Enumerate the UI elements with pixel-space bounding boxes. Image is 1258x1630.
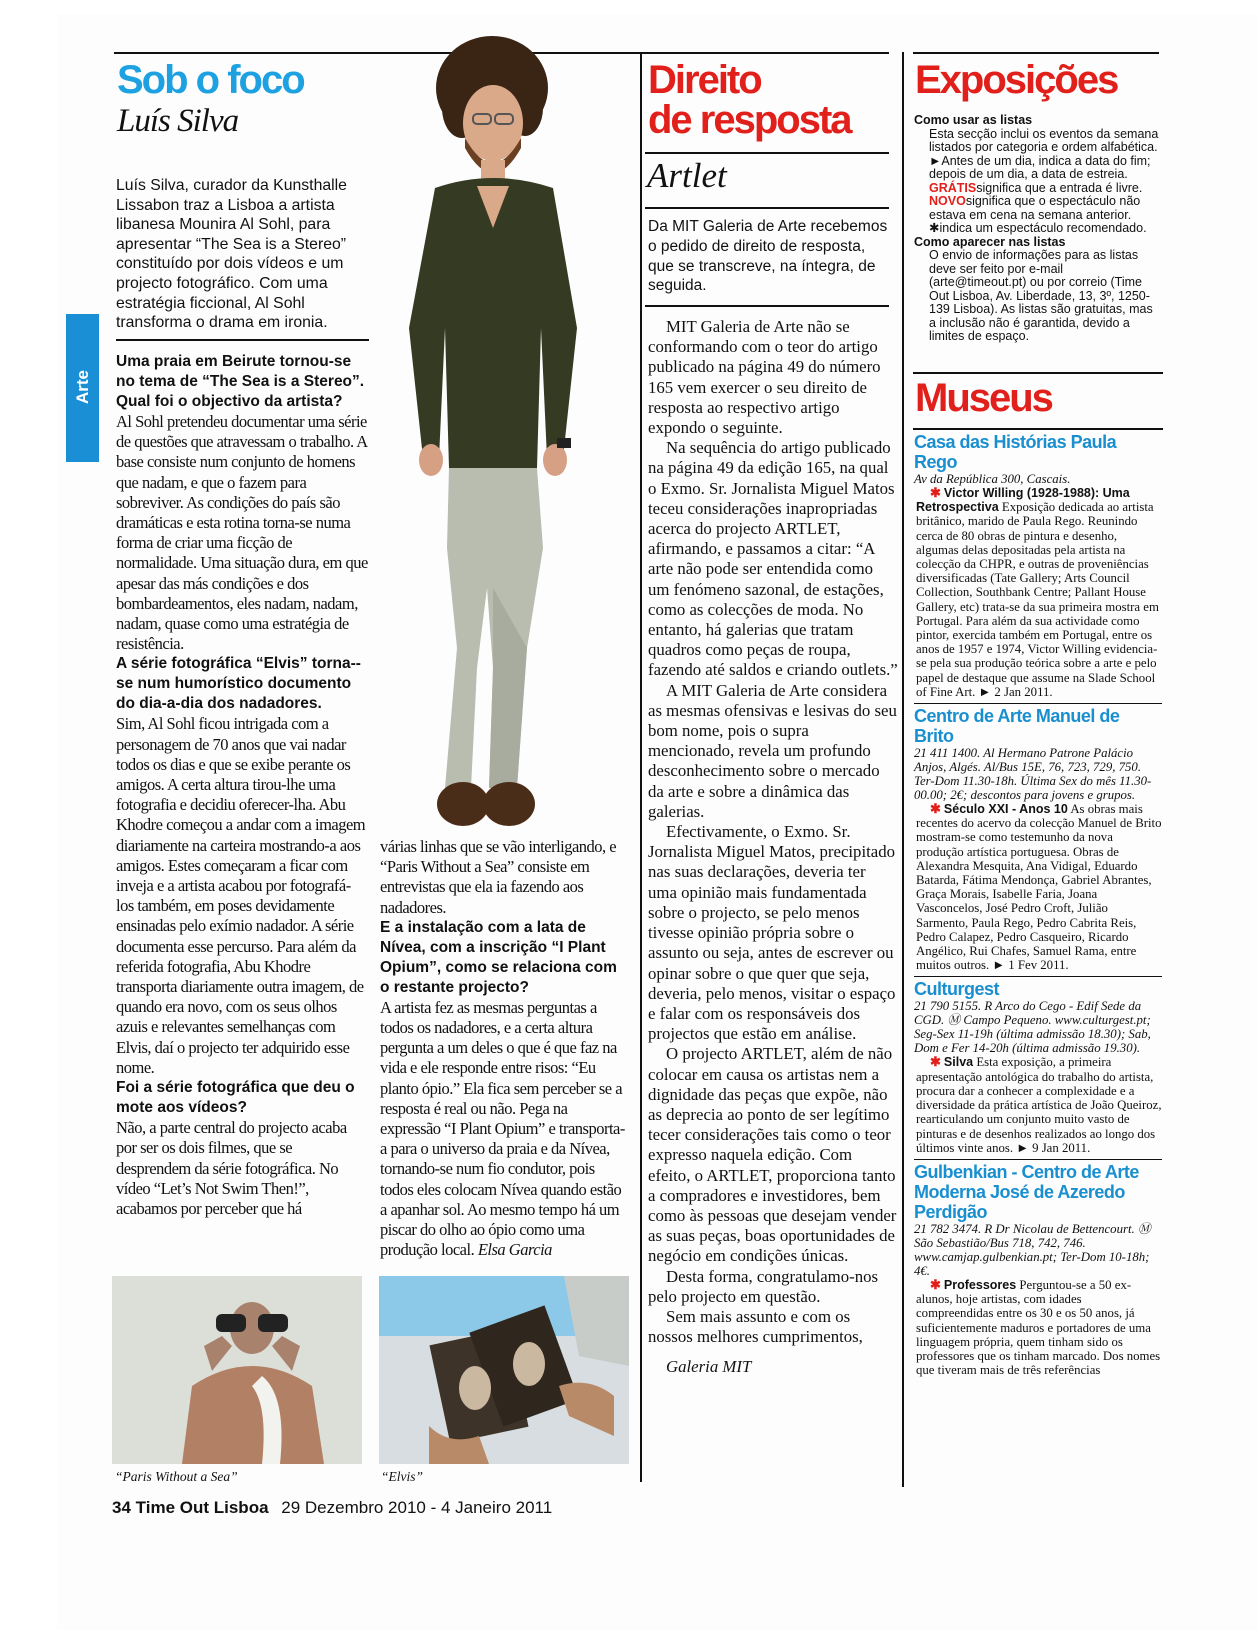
question-1: Uma praia em Beirute tornou-se no tema de “The Sea is a Stereo”. Qual foi o objectivo da artista? bbox=[116, 353, 365, 410]
middle-subtitle: Artlet bbox=[647, 156, 727, 195]
appear-heading: Como aparecer nas listas bbox=[914, 234, 1066, 249]
middle-title-2: de resposta bbox=[648, 98, 851, 142]
author-name: Elsa Garcia bbox=[477, 1240, 552, 1260]
event-title: Professores bbox=[943, 1277, 1017, 1292]
venue-3 bbox=[914, 976, 1162, 1154]
paragraph-5: O projecto ARTLET, além de não colocar em causa os artistas nem a dignidade das peças que expõe, não as deprecia ao ponto de ser legítimo tecer considerações tais como o teor expresso naquela edição. Com efeito, o ARTLET, proporciona tanto a compradores e investidores, bem como às pessoas que desejam vender as suas peças, boas oportunidades de negócio em condições únicas. bbox=[648, 1044, 897, 1266]
paragraph-7: Sem mais assunto e com os nossos melhores cumprimentos, bbox=[648, 1306, 863, 1347]
appear-body: O envio de informações para as listas deve ser feito por e-mail (arte@timeout.pt) ou por correio (Time Out Lisboa, Av. Liberdade, 13, 3º, 1250-139 Lisboa). As listas são gratuitas, mas a inclusão não é garantida, devido a limites de espaço. bbox=[929, 248, 1153, 343]
star-line: ✱indica um espectáculo recomendado. bbox=[929, 221, 1147, 235]
left-body bbox=[116, 352, 368, 1219]
gratis-text: significa que a entrada é livre. bbox=[976, 180, 1143, 195]
venue-2 bbox=[914, 703, 1162, 972]
venue-4 bbox=[914, 1159, 1162, 1377]
question-3: Foi a série fotográfica que deu o mote aos vídeos? bbox=[116, 1079, 355, 1117]
gratis-line bbox=[929, 182, 1162, 196]
middle-subtitle-rule bbox=[645, 207, 889, 209]
middle-intro-rule bbox=[645, 305, 889, 307]
event-desc: Perguntou-se a 50 ex-alunos, hoje artistas, com idades compreendidas entre os 30 e os 50 anos, já suficientemente maduros e portadores de uma linguagem própria, quem tinham sido os professores que os tinham marcado. Dos nomes que tiveram mais de três referências bbox=[916, 1277, 1161, 1378]
venue-address: Av da República 300, Cascais. bbox=[914, 472, 1071, 486]
paragraph-6: Desta forma, congratulamo-nos pelo projecto em questão. bbox=[648, 1266, 879, 1306]
event-desc: As obras mais recentes do acervo da colecção Manuel de Brito mostram-se como testemunho da nova produção artística portuguesa. Obras de Alexandra Mesquita, Ana Vidigal, Eduardo Batarda, Fátima Mendonça, Gabriel Abrantes, Graça Morais, Isabelle Faria, Joana Vasconcelos, José Pedro Croft, Julião Sarmento, Paula Rego, Pedro Cabrita Reis, Pedro Calapez, Pedro Casqueiro, Ricardo Angélico, Rui Chafes, Samuel Rama, entre muitos outros. ► 1 Fev 2011. bbox=[916, 802, 1162, 973]
recommended-star-icon: ✱ bbox=[930, 1277, 944, 1292]
venue-name: Gulbenkian - Centro de Arte Moderna José de Azeredo Perdigão bbox=[914, 1161, 1139, 1222]
venue-address: 21 782 3474. R Dr Nicolau de Bettencourt. Ⓜ São Sebastião/Bus 718, 742, 746. www.camjap.gulbenkian.pt; Ter-Dom 10-18h; 4€. bbox=[914, 1221, 1151, 1278]
left-subtitle: Luís Silva bbox=[117, 103, 239, 139]
middle-intro: Da MIT Galeria de Arte recebemos o pedido de direito de resposta, que se transcreve, na íntegra, de seguida. bbox=[648, 218, 888, 295]
event-desc: Exposição dedicada ao artista britânico, marido de Paula Rego. Reunindo cerca de 80 obras de pintura e desenho, algumas delas depositadas pela artista na colecção da CHPR, e outras de proveniências diversificadas (Tate Gallery; Arts Council Collection, Southbank Centre; Pallant House Gallery, etc) trata-se da sua primeira mostra em Portugal. Para além da sua actividade como pintor, exercida também em Portugal, entre os anos de 1957 e 1974, Victor Willing evidencia-se pela sua produção teórica sobre a arte e pelo papel de destaque que assume na Slade School of Fine Art. ► 2 Jan 2011. bbox=[916, 500, 1159, 699]
recommended-star-icon: ✱ bbox=[930, 486, 944, 500]
howto-arrow: ►Antes de um dia, indica a data do fim; depois de um dia, a data de estreia. bbox=[929, 153, 1151, 181]
paragraph-3: A MIT Galeria de Arte considera as mesmas ofensivas e lesivas do seu bom nome, pois o supra mencionado, revela um profundo desconhecimento sobre o mercado da arte e sobre a dinâmica das galerias. bbox=[648, 680, 897, 821]
elvis-illustration bbox=[379, 1276, 629, 1464]
footer-brand: Time Out Lisboa bbox=[135, 1498, 269, 1517]
column-divider-1 bbox=[640, 52, 642, 1482]
column-divider-2 bbox=[902, 52, 904, 1487]
recommended-star-icon: ✱ bbox=[930, 1055, 944, 1070]
venue-name: Centro de Arte Manuel de Brito bbox=[914, 706, 1120, 747]
museums-rule bbox=[913, 372, 1163, 374]
venue-1 bbox=[914, 432, 1162, 699]
venue-address: 21 790 5155. R Arco do Cego - Edif Sede da CGD. Ⓜ Campo Pequeno. www.culturgest.pt; Seg-Sex 11-19h (última admissão 18.30); Sab, Dom e Fer 14-20h (última admissão 19.30). bbox=[914, 999, 1151, 1056]
intro-rule bbox=[116, 339, 369, 341]
venue-event bbox=[914, 486, 1162, 699]
page-number: 34 bbox=[112, 1498, 131, 1517]
swimmer-illustration bbox=[112, 1276, 362, 1464]
recommended-star-icon: ✱ bbox=[930, 802, 944, 817]
howto-body: Esta secção inclui os eventos da semana listados por categoria e ordem alfabética. bbox=[929, 126, 1159, 154]
novo-line bbox=[929, 195, 1162, 222]
paragraph-2: Na sequência do artigo publicado na página 49 da edição 165, na qual o Exmo. Sr. Jornalista Miguel Matos teceu considerações inapropriadas acerca do projecto ARTLET, afirmando, e passamos a citar: “A arte não pode ser entendida como um fenómeno sazonal, de estações, como as colecções de moda. No entanto, há galerias que tratam quadros como peças de roupa, fazendo até saldos e criando outlets.” bbox=[648, 438, 898, 680]
howto-heading: Como usar as listas bbox=[914, 113, 1033, 127]
middle-title-1: Direito bbox=[648, 58, 761, 102]
paragraph-1: MIT Galeria de Arte não se conformando com o teor do artigo publicado na página 49 do número 165 vem exercer o seu direito de resposta ao respectivo artigo expondo o seguinte. bbox=[648, 317, 881, 438]
middle-body bbox=[648, 317, 898, 1378]
left-intro: Luís Silva, curador da Kunsthalle Lissabon traz a Lisboa a artista libanesa Mounira Al Sohl, para apresentar “The Sea is a Stereo” constituído por dois vídeos e um projecto fotográfico. Com uma estratégia ficcional, Al Sohl transforma o drama em ironia. bbox=[116, 177, 347, 332]
answer-3-cont: várias linhas que se vão interligando, e “Paris Without a Sea” consiste em entrevistas que ela ia fazendo aos nadadores. bbox=[380, 837, 617, 917]
middle-title-rule bbox=[645, 152, 889, 154]
venue-name: Culturgest bbox=[914, 979, 999, 1000]
question-4: E a instalação com a lata de Nívea, com a inscrição “I Plant Opium”, como se relaciona com o restante projecto? bbox=[380, 918, 617, 996]
footer bbox=[112, 1498, 552, 1518]
portrait-photo bbox=[377, 28, 617, 848]
paragraph-4: Efectivamente, o Exmo. Sr. Jornalista Miguel Matos, precipitado nas suas declarações, deveria ter uma opinião mais fundamentada sobre o projecto, se pelo menos tivesse opinião própria sobre o assunto ou seja, antes de escrever ou opinar sobre o que quer que seja, deveria, pelo menos, visitar o espaço e falar com os responsáveis dos projectos que estão em análise. bbox=[648, 822, 896, 1044]
top-rule-middle bbox=[647, 52, 889, 54]
signature: Galeria MIT bbox=[666, 1357, 752, 1377]
left-title: Sob o foco bbox=[117, 58, 304, 102]
howto-block bbox=[914, 114, 1162, 344]
photo-paris-without-a-sea bbox=[112, 1276, 362, 1464]
novo-text: significa que o espectáculo não estava em cena na semana anterior. bbox=[929, 194, 1141, 222]
photo-elvis bbox=[379, 1276, 629, 1464]
caption-2: “Elvis” bbox=[381, 1469, 424, 1484]
venue-event bbox=[914, 802, 1162, 972]
event-title: Silva bbox=[943, 1055, 974, 1070]
answer-4 bbox=[380, 998, 628, 1261]
museums-rule-2 bbox=[913, 428, 1163, 430]
gratis-label: GRÁTIS bbox=[929, 180, 977, 195]
venue-address: 21 411 1400. Al Hermano Patrone Palácio Anjos, Algés. Al/Bus 15E, 76, 723, 729, 750. Ter-Dom 11.30-18h. Última Sex do mês 11.30-00.00; 2€; descontos para jovens e grupos. bbox=[914, 746, 1152, 803]
top-rule-right bbox=[913, 52, 1159, 54]
answer-4-text: A artista fez as mesmas perguntas a todos os nadadores, e a certa altura pergunta a um deles o que é que faz na vida e ele responde entre risos: “Eu planto ópio.” Ela fica sem perceber se a resposta é real ou não. Pega na expressão “I Plant Opium” e transporta-a para o universo da praia e da Nívea, tornando-se num fio condutor, pois todos eles colocam Nívea quando estão a apanhar sol. Ao mesmo tempo há um piscar do olho ao ópio como uma produção local. bbox=[380, 997, 625, 1260]
venue-list bbox=[914, 432, 1162, 1377]
caption-1: “Paris Without a Sea” bbox=[115, 1469, 238, 1484]
answer-3: Não, a parte central do projecto acaba por ser os dois filmes, que se desprendem da série fotográfica. No vídeo “Let’s Not Swim Then!”, acabamos por perceber que há bbox=[116, 1118, 347, 1218]
venue-event bbox=[914, 1055, 1162, 1154]
footer-dates: 29 Dezembro 2010 - 4 Janeiro 2011 bbox=[281, 1498, 553, 1517]
right-title: Exposições bbox=[915, 58, 1118, 102]
magazine-page bbox=[57, 14, 1258, 1630]
museums-title: Museus bbox=[915, 376, 1052, 420]
novo-label: NOVO bbox=[929, 194, 966, 208]
howto-body-wrap bbox=[914, 128, 1162, 236]
event-title: Victor Willing (1928-1988): Uma Retrospectiva bbox=[916, 486, 1130, 515]
event-desc: Esta exposição, a primeira apresentação antológica do trabalho do artista, procura dar a conhecer a complexidade e a diversidade da prática artística de João Queiroz, rearticulando um conjunto muito vasto de pinturas e de desenhos realizados ao longo dos últimos vinte anos. ► 9 Jan 2011. bbox=[916, 1055, 1162, 1155]
venue-name: Casa das Histórias Paula Rego bbox=[914, 432, 1117, 472]
left-body-col2 bbox=[380, 837, 628, 1260]
venue-event bbox=[914, 1278, 1162, 1377]
question-2: A série fotográfica “Elvis” torna--se num humorístico documento do dia-a-dia dos nadadores. bbox=[116, 655, 361, 713]
answer-2: Sim, Al Sohl ficou intrigada com a personagem de 70 anos que vai nadar todos os dias e que se exibe perante os amigos. A certa altura tirou-lhe uma fotografia e decidiu oferecer-lha. Abu Khodre começou a andar com a imagem diariamente na carteira mostrando-a aos amigos. Estes começaram a ficar com inveja e a artista acabou por fotografá-los também, em poses devidamente ensinadas pelo exímio nadador. A série documenta esse percurso. Para além da referida fotografia, Abu Khodre transporta diariamente outra imagem, de quando era novo, com os seus olhos azuis e relevantes semelhanças com Elvis, daí o projecto ter adquirido esse nome. bbox=[116, 714, 366, 1077]
section-tab-label: Arte bbox=[73, 370, 92, 405]
answer-1: Al Sohl pretendeu documentar uma série de questões que atravessam o trabalho. A base consiste num conjunto de homens que nadam, e que o fazem para sobreviver. As condições do país são dramáticas e esta rotina torna-se numa forma de criar uma ficção de normalidade. Uma situação dura, em que apesar das más condições e dos bombardeamentos, eles nadam, nadam, nadam, quase como uma estratégia de resistência. bbox=[116, 412, 368, 654]
event-title: Século XXI - Anos 10 bbox=[943, 802, 1068, 817]
